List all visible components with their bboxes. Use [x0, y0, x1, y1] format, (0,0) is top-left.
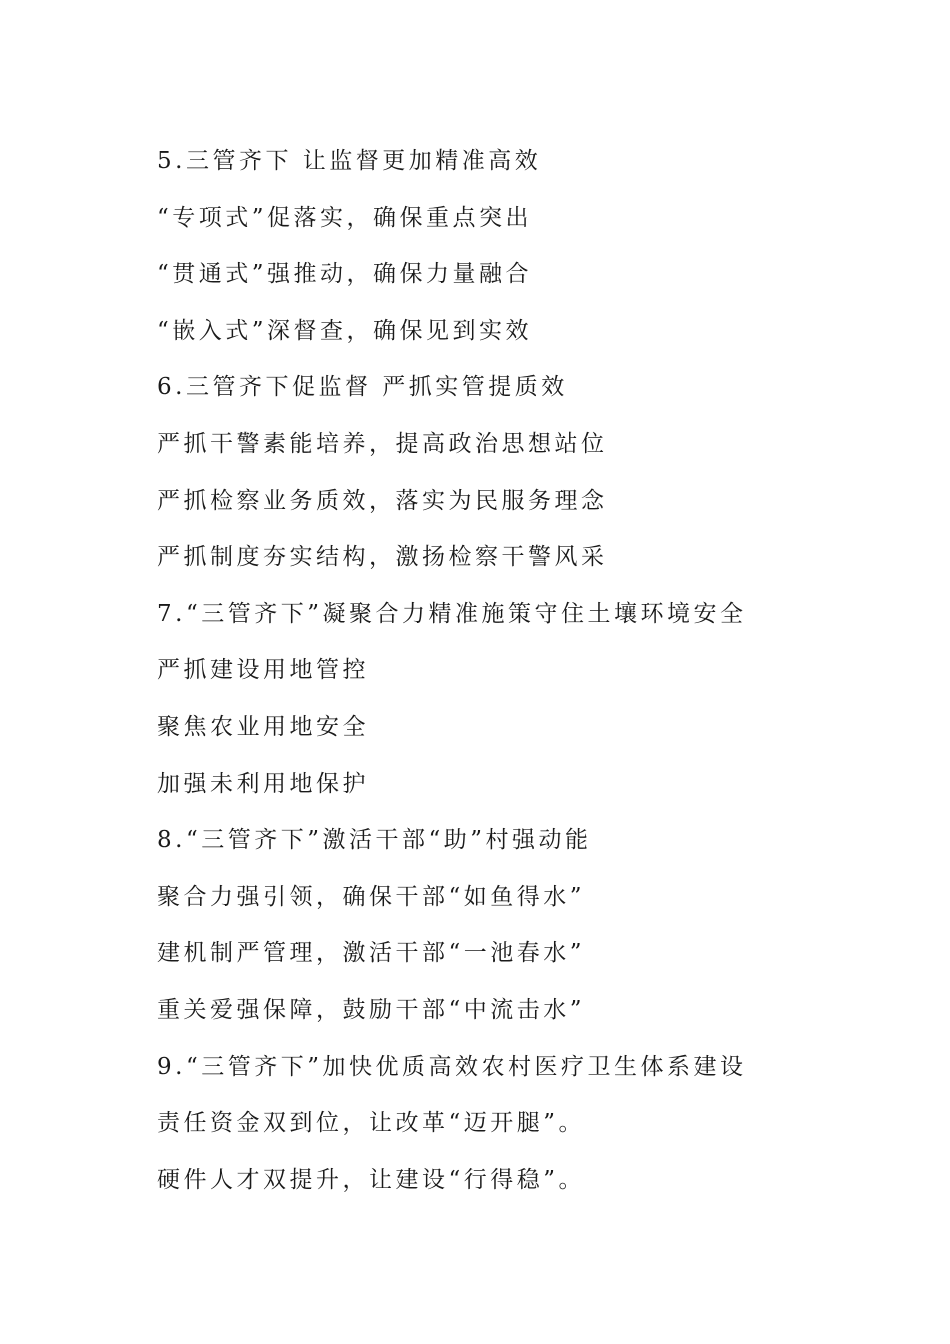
paragraph-line: 硬件人才双提升，让建设“行得稳”。 — [157, 1166, 586, 1193]
paragraph-line: 严抓制度夯实结构，激扬检察干警风采 — [157, 544, 608, 571]
paragraph-line: 严抓干警素能培养，提高政治思想站位 — [157, 430, 608, 457]
paragraph-line: 聚焦农业用地安全 — [157, 713, 369, 740]
document-body — [157, 143, 857, 1218]
heading-5: 5.三管齐下 让监督更加精准高效 — [157, 148, 542, 174]
paragraph-line: 聚合力强引领，确保干部“如鱼得水” — [157, 883, 586, 910]
paragraph-line: “贯通式”强推动，确保力量融合 — [157, 261, 533, 288]
paragraph-line: 严抓检察业务质效，落实为民服务理念 — [157, 487, 608, 514]
paragraph-line: “专项式”促落实，确保重点突出 — [157, 204, 533, 231]
heading-6: 6.三管齐下促监督 严抓实管提质效 — [157, 374, 568, 401]
paragraph-line: 重关爱强保障，鼓励干部“中流击水” — [157, 996, 586, 1023]
paragraph-line: 建机制严管理，激活干部“一池春水” — [157, 940, 586, 967]
heading-9: 9.“三管齐下”加快优质高效农村医疗卫生体系建设 — [157, 1053, 747, 1080]
paragraph-line: 责任资金双到位，让改革“迈开腿”。 — [157, 1110, 586, 1137]
paragraph-line: 加强未利用地保护 — [157, 770, 369, 797]
paragraph-line: 严抓建设用地管控 — [157, 657, 369, 684]
paragraph-line: “嵌入式”深督查，确保见到实效 — [157, 317, 533, 344]
heading-7: 7.“三管齐下”凝聚合力精准施策守住土壤环境安全 — [157, 600, 747, 627]
heading-8: 8.“三管齐下”激活干部“助”村强动能 — [157, 827, 592, 854]
